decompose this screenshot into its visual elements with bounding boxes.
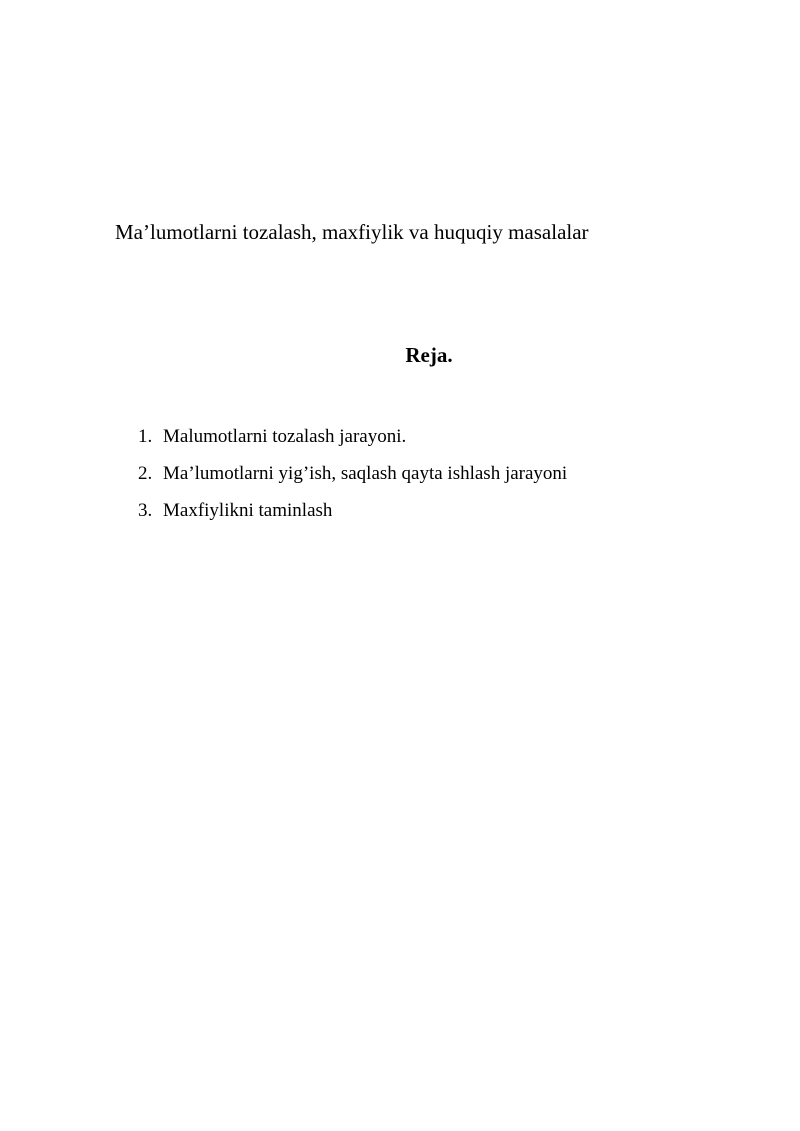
plan-item-number: 2. bbox=[138, 463, 153, 484]
plan-heading: Reja. bbox=[405, 343, 453, 367]
plan-item bbox=[138, 424, 567, 461]
plan-item-number: 1. bbox=[138, 426, 153, 447]
plan-item-text: Malumotlarni tozalash jarayoni. bbox=[163, 426, 407, 447]
plan-list bbox=[138, 424, 567, 535]
document-title: Ma’lumotlarni tozalash, maxfiylik va huquqiy masalalar bbox=[115, 220, 589, 244]
plan-item-number: 3. bbox=[138, 500, 153, 521]
plan-item bbox=[138, 461, 567, 498]
plan-item-text: Ma’lumotlarni yig’ish, saqlash qayta ishlash jarayoni bbox=[163, 463, 568, 484]
plan-item bbox=[138, 498, 567, 535]
plan-item-text: Maxfiylikni taminlash bbox=[163, 500, 333, 521]
